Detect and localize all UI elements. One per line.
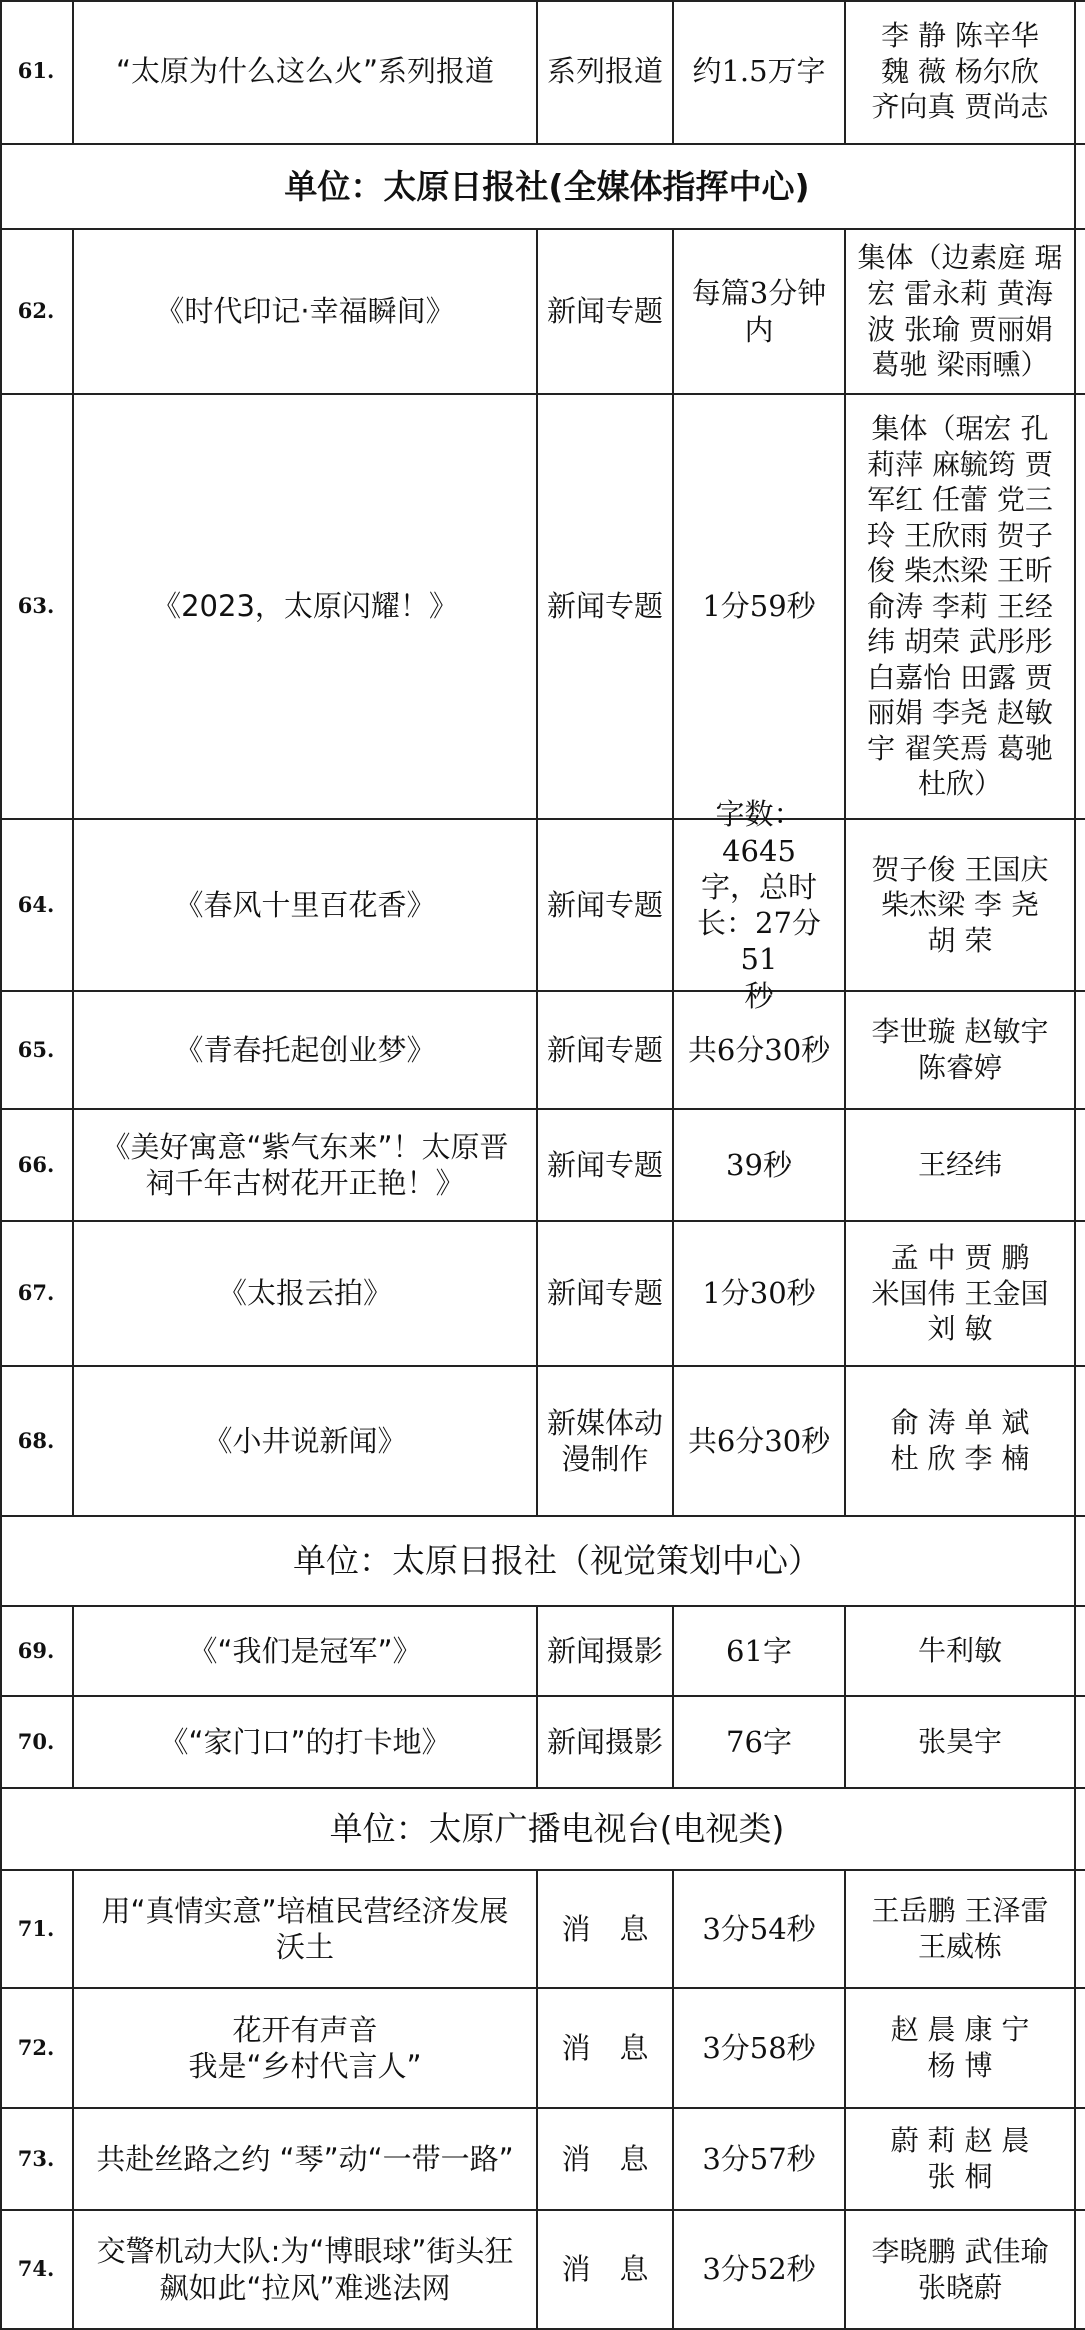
entry-authors: 俞 涛 单 斌 杜 欣 李 楠 — [846, 1367, 1076, 1515]
entry-title: “太原为什么这么火”系列报道 — [74, 0, 538, 143]
row-left-border — [0, 1517, 2, 1605]
entry-number: 64. — [0, 820, 74, 990]
table-row — [0, 1871, 1085, 1989]
entry-type: 消 息 — [538, 2109, 674, 2209]
entry-number: 74. — [0, 2211, 74, 2328]
entry-type: 新闻专题 — [538, 992, 674, 1108]
entry-authors: 李世璇 赵敏宇 陈睿婷 — [846, 992, 1076, 1108]
row-left-border — [0, 1697, 2, 1787]
row-left-border — [0, 230, 2, 393]
entry-number: 70. — [0, 1697, 74, 1787]
row-left-border — [0, 1989, 2, 2107]
table-row — [0, 1367, 1085, 1517]
table-row — [0, 2109, 1085, 2211]
entry-number: 71. — [0, 1871, 74, 1987]
row-left-border — [0, 145, 2, 228]
entry-title: 共赴丝路之约 “琴”动“一带一路” — [74, 2109, 538, 2209]
entry-length: 共6分30秒 — [674, 992, 846, 1108]
row-left-border — [0, 992, 2, 1108]
entry-type: 新闻专题 — [538, 230, 674, 393]
section-label: 单位：太原日报社(全媒体指挥中心) — [0, 145, 1076, 228]
row-left-border — [0, 1110, 2, 1220]
entry-type: 新闻专题 — [538, 1222, 674, 1365]
section-label: 单位：太原广播电视台(电视类) — [0, 1789, 1076, 1869]
entry-number: 65. — [0, 992, 74, 1108]
row-left-border — [0, 1222, 2, 1365]
entry-number: 62. — [0, 230, 74, 393]
entry-number: 66. — [0, 1110, 74, 1220]
entry-length: 1分30秒 — [674, 1222, 846, 1365]
table-row — [0, 2211, 1085, 2330]
table-row — [0, 1110, 1085, 1222]
entry-length: 共6分30秒 — [674, 1367, 846, 1515]
entry-number: 63. — [0, 395, 74, 818]
section-label: 单位：太原日报社（视觉策划中心） — [0, 1517, 1076, 1605]
entry-title: 花开有声音 我是“乡村代言人” — [74, 1989, 538, 2107]
row-left-border — [0, 1607, 2, 1695]
entry-length: 3分58秒 — [674, 1989, 846, 2107]
entry-type: 系列报道 — [538, 0, 674, 143]
entry-authors: 李晓鹏 武佳瑜 张晓蔚 — [846, 2211, 1076, 2328]
entry-authors: 蔚 莉 赵 晨 张 桐 — [846, 2109, 1076, 2209]
entry-length: 3分57秒 — [674, 2109, 846, 2209]
row-left-border — [0, 1871, 2, 1987]
table-row — [0, 0, 1085, 145]
entry-title: 《小井说新闻》 — [74, 1367, 538, 1515]
section-header-row — [0, 1517, 1085, 1607]
entry-title: 《2023，太原闪耀！》 — [74, 395, 538, 818]
entry-number: 69. — [0, 1607, 74, 1695]
entry-authors: 集体（边素庭 琚 宏 雷永莉 黄海 波 张瑜 贾丽娟 葛驰 梁雨曛） — [846, 230, 1076, 393]
row-left-border — [0, 2211, 2, 2328]
entry-authors: 王经纬 — [846, 1110, 1076, 1220]
entry-type: 新闻专题 — [538, 395, 674, 818]
entry-length: 3分52秒 — [674, 2211, 846, 2328]
entry-number: 73. — [0, 2109, 74, 2209]
entry-title: 用“真情实意”培植民营经济发展 沃土 — [74, 1871, 538, 1987]
entry-title: 《时代印记·幸福瞬间》 — [74, 230, 538, 393]
entry-length: 1分59秒 — [674, 395, 846, 818]
entry-authors: 孟 中 贾 鹏 米国伟 王金国 刘 敏 — [846, 1222, 1076, 1365]
entry-authors: 赵 晨 康 宁 杨 博 — [846, 1989, 1076, 2107]
entry-length: 39秒 — [674, 1110, 846, 1220]
entry-length: 61字 — [674, 1607, 846, 1695]
entry-title: 《“家门口”的打卡地》 — [74, 1697, 538, 1787]
entry-type: 新媒体动 漫制作 — [538, 1367, 674, 1515]
entry-length: 每篇3分钟 内 — [674, 230, 846, 393]
section-header-row — [0, 1789, 1085, 1871]
entry-type: 消 息 — [538, 1871, 674, 1987]
entry-authors: 李 静 陈辛华 魏 薇 杨尔欣 齐向真 贾尚志 — [846, 0, 1076, 143]
entry-number: 68. — [0, 1367, 74, 1515]
entry-type: 消 息 — [538, 2211, 674, 2328]
entry-title: 《“我们是冠军”》 — [74, 1607, 538, 1695]
section-header-row — [0, 145, 1085, 230]
row-left-border — [0, 1789, 2, 1869]
entry-authors: 王岳鹏 王泽雷 王威栋 — [846, 1871, 1076, 1987]
table-row — [0, 1607, 1085, 1697]
entry-length: 3分54秒 — [674, 1871, 846, 1987]
entry-number: 72. — [0, 1989, 74, 2107]
row-left-border — [0, 820, 2, 990]
entry-type: 新闻摄影 — [538, 1607, 674, 1695]
row-left-border — [0, 1367, 2, 1515]
entry-title: 《太报云拍》 — [74, 1222, 538, 1365]
table-row — [0, 230, 1085, 395]
entry-number: 61. — [0, 0, 74, 143]
entry-authors: 张昊宇 — [846, 1697, 1076, 1787]
entry-title: 《春风十里百花香》 — [74, 820, 538, 990]
entry-title: 《美好寓意“紫气东来”！太原晋 祠千年古树花开正艳！》 — [74, 1110, 538, 1220]
table-row — [0, 1989, 1085, 2109]
entry-authors: 牛利敏 — [846, 1607, 1076, 1695]
row-left-border — [0, 0, 2, 143]
entry-length: 字数：4645 字，总时 长：27分51 秒 — [674, 820, 846, 990]
row-left-border — [0, 2109, 2, 2209]
table-row — [0, 395, 1085, 820]
entry-type: 消 息 — [538, 1989, 674, 2107]
entry-title: 交警机动大队:为“博眼球”街头狂 飙如此“拉风”难逃法网 — [74, 2211, 538, 2328]
entry-type: 新闻专题 — [538, 820, 674, 990]
entry-title: 《青春托起创业梦》 — [74, 992, 538, 1108]
entry-type: 新闻专题 — [538, 1110, 674, 1220]
entry-length: 76字 — [674, 1697, 846, 1787]
entry-authors: 贺子俊 王国庆 柴杰梁 李 尧 胡 荣 — [846, 820, 1076, 990]
table-row — [0, 1222, 1085, 1367]
table-row — [0, 797, 1085, 1013]
entry-type: 新闻摄影 — [538, 1697, 674, 1787]
entry-number: 67. — [0, 1222, 74, 1365]
row-left-border — [0, 395, 2, 818]
entry-length: 约1.5万字 — [674, 0, 846, 143]
table-row — [0, 992, 1085, 1110]
entry-authors: 集体（琚宏 孔 莉萍 麻毓筠 贾 军红 任蕾 党三 玲 王欣雨 贺子 俊 柴杰梁 王昕 俞涛 李莉 王经 纬 胡荣 武彤彤 白嘉怡 田露 贾 丽娟 李尧 赵敏 宇 翟笑焉 葛驰 杜欣） — [846, 395, 1076, 818]
table-row — [0, 1697, 1085, 1789]
